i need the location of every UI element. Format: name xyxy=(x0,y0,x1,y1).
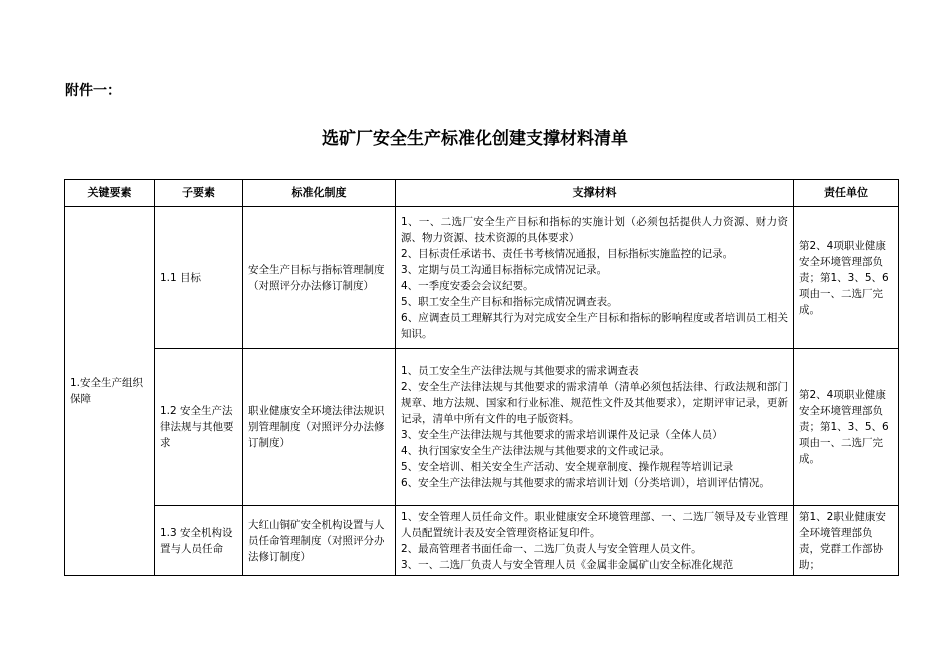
sub-element-text: 1.3 安全机构设置与人员任命 xyxy=(160,526,233,555)
table-row xyxy=(65,506,899,576)
standard-system-text: 大红山铜矿安全机构设置与人员任命管理制度（对照评分办法修订制度） xyxy=(248,518,385,563)
responsible-unit-cell xyxy=(794,207,899,349)
material-item: 5、职工安全生产目标和指标完成情况调查表。 xyxy=(401,295,618,308)
material-item: 3、定期与员工沟通目标指标完成情况记录。 xyxy=(401,263,608,276)
key-element-text: 1.安全生产组织保障 xyxy=(70,377,144,405)
material-item: 1、安全管理人员任命文件。职业健康安全环境管理部、一、二选厂领导及专业管理人员配置统计表及安全管理资格证复印件。 xyxy=(401,510,788,539)
sub-element-cell xyxy=(155,349,243,506)
responsible-unit-text: 第2、4项职业健康安全环境管理部负责；第1、3、5、6项由一、二选厂完成。 xyxy=(799,389,889,465)
header-supporting-materials: 支撑材料 xyxy=(396,180,794,207)
material-item: 3、一、二选厂负责人与安全管理人员《金属非金属矿山安全标准化规范 xyxy=(401,558,734,571)
responsible-unit-text: 第2、4项职业健康安全环境管理部负责；第1、3、5、6项由一、二选厂完成。 xyxy=(799,239,889,316)
material-item: 2、最高管理者书面任命一、二选厂负责人与安全管理人员文件。 xyxy=(401,542,702,555)
header-key-element: 关键要素 xyxy=(65,180,155,207)
attachment-label: 附件一： xyxy=(65,83,121,99)
table-row xyxy=(65,349,899,506)
table-row xyxy=(65,207,899,349)
sub-element-text: 1.1 目标 xyxy=(160,271,202,284)
material-item: 5、安全培训、相关安全生产活动、安全规章制度、操作规程等培训记录 xyxy=(401,461,734,473)
responsible-unit-cell xyxy=(794,349,899,506)
material-item: 6、应调查员工理解其行为对完成安全生产目标和指标的影响程度或者培训员工相关知识。 xyxy=(401,311,788,340)
material-item: 1、一、二选厂安全生产目标和指标的实施计划（必须包括提供人力资源、财力资源、物力资源、技术资源的具体要求） xyxy=(401,215,788,244)
material-item: 3、安全生产法律法规与其他要求的需求培训课件及记录（全体人员） xyxy=(401,429,723,441)
standard-system-text: 安全生产目标与指标管理制度（对照评分办法修订制度） xyxy=(248,263,385,292)
header-standard-system: 标准化制度 xyxy=(243,180,396,207)
standard-system-cell xyxy=(243,506,396,576)
supporting-materials-cell xyxy=(396,349,794,506)
standard-system-cell xyxy=(243,349,396,506)
key-element-cell xyxy=(65,207,155,576)
document-title: 选矿厂安全生产标准化创建支撑材料清单 xyxy=(322,129,628,149)
header-sub-element: 子要素 xyxy=(155,180,243,207)
material-item: 4、一季度安委会会议纪要。 xyxy=(401,279,534,292)
responsible-unit-text: 第1、2职业健康安全环境管理部负责，党群工作部协助； xyxy=(799,510,886,571)
material-item: 4、执行国家安全生产法律法规与其他要求的文件或记录。 xyxy=(401,445,671,457)
standard-system-cell xyxy=(243,207,396,349)
material-item: 6、安全生产法律法规与其他要求的需求培训计划（分类培训），培训评估情况。 xyxy=(401,477,770,489)
material-item: 2、安全生产法律法规与其他要求的需求清单（清单必须包括法律、行政法规和部门规章、地方法规、国家和行业标准、规范性文件及其他要求），定期评审记录，更新记录，清单中所有文件的电子版资料。 xyxy=(401,381,788,425)
material-item: 1、员工安全生产法律法规与其他要求的需求调查表 xyxy=(401,365,639,377)
responsible-unit-cell xyxy=(794,506,899,576)
table-header-row xyxy=(65,180,899,207)
sub-element-cell xyxy=(155,207,243,349)
sub-element-cell xyxy=(155,506,243,576)
material-item: 2、目标责任承诺书、责任书考核情况通报，目标指标实施监控的记录。 xyxy=(401,247,734,260)
supporting-materials-cell xyxy=(396,506,794,576)
standard-system-text: 职业健康安全环境法律法规识别管理制度（对照评分办法修订制度） xyxy=(248,405,385,449)
materials-table xyxy=(64,179,899,576)
supporting-materials-cell xyxy=(396,207,794,349)
sub-element-text: 1.2 安全生产法律法规与其他要求 xyxy=(160,405,234,449)
header-responsible-unit: 责任单位 xyxy=(794,180,899,207)
